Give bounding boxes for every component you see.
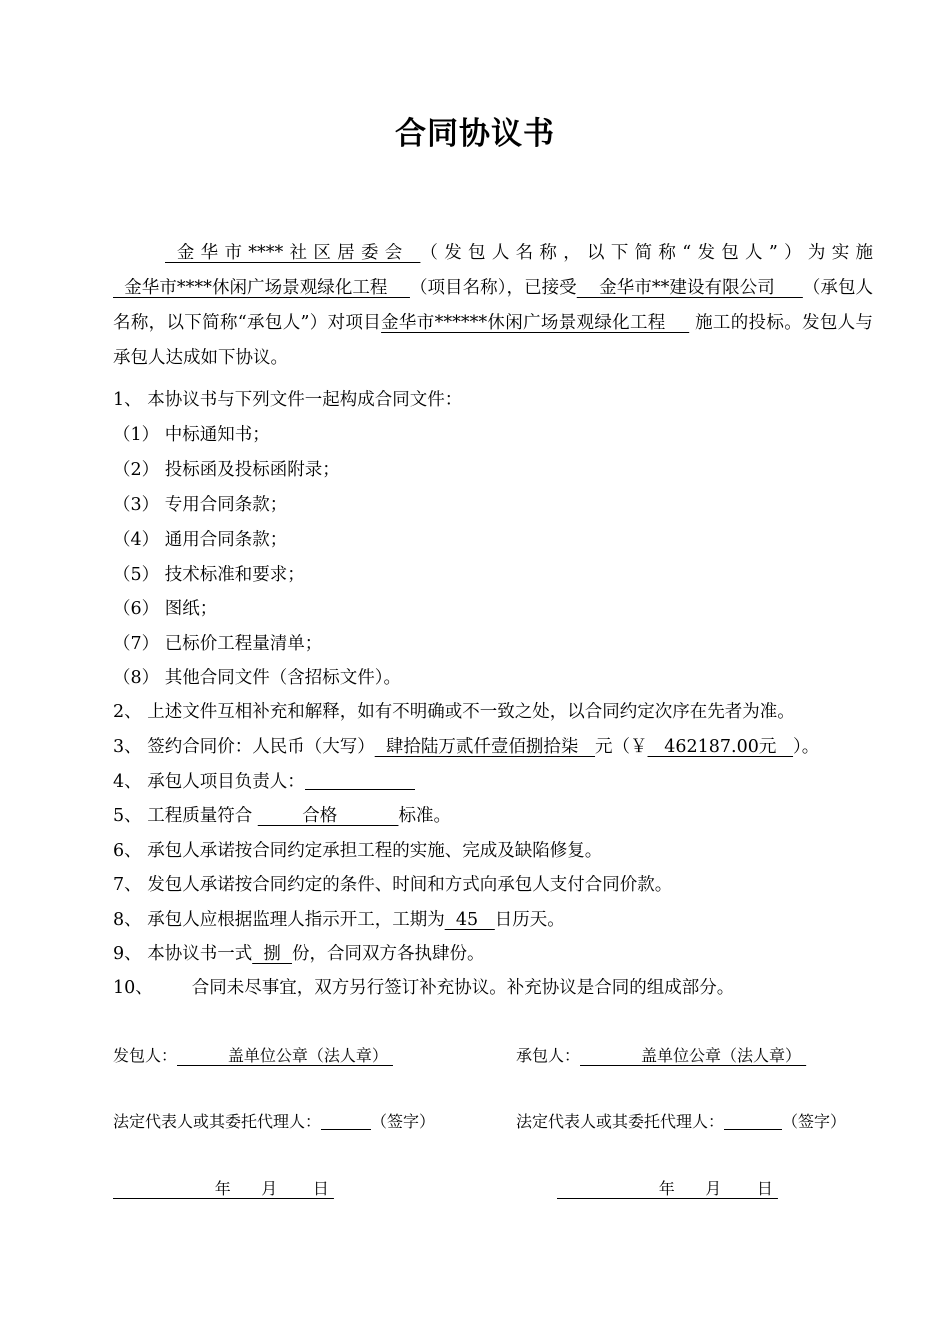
employer-signature [113,1043,393,1066]
clause-3-suffix: ）。 [793,737,820,757]
clause-5-prefix: 5、 工程质量符合 [113,806,258,826]
doc-item-4: （4） 通用合同条款； [113,530,288,550]
clause-6: 6、 承包人承诺按合同约定承担工程的实施、完成及缺陷修复。 [113,841,603,861]
clause-4-text: 4、 承包人项目负责人： [113,772,305,792]
doc-item-2: （2） 投标函及投标函附录； [113,460,340,480]
contractor-label: 承包人： [516,1046,581,1065]
project-manager-blank [305,771,415,790]
clause-9-prefix: 9、 本协议书一式 [113,944,253,964]
clause-1: 1、 本协议书与下列文件一起构成合同文件： [113,390,463,410]
employer-date [113,1176,334,1199]
clause-8 [113,906,565,931]
clause-5-suffix: 标准。 [398,806,451,826]
employer-seal: 盖单位公章（法人章） [177,1046,393,1065]
clause-2: 2、 上述文件互相补充和解释，如有不明确或不一致之处，以合同约定次序在先者为准。 [113,702,795,722]
clause-7: 7、 发包人承诺按合同约定的条件、时间和方式向承包人支付合同价款。 [113,875,673,895]
contractor-seal: 盖单位公章（法人章） [580,1046,807,1065]
intro-text-1: （发包人名称，以下简称“发包人”）为实施 [420,243,873,263]
contractor-signature [516,1043,806,1066]
project-name-a: 金华市****休闲广场景观绿化工程 [113,278,410,298]
doc-item-6: （6） 图纸； [113,599,218,619]
doc-item-5: （5） 技术标准和要求； [113,565,305,585]
clause-3 [113,733,819,758]
intro-text-2: （项目名称），已接受 [409,278,577,298]
employer-label: 发包人： [113,1046,178,1065]
clause-9 [113,940,484,965]
doc-item-3: （3） 专用合同条款； [113,495,288,515]
employer-sign-note: （签字） [371,1112,436,1131]
quality-standard: 合格 [257,806,399,826]
clause-4 [113,768,415,793]
contractor-rep-label: 法定代表人或其委托代理人： [516,1112,725,1131]
clause-10: 10、 合同未尽事宜，双方另行签订补充协议。补充协议是合同的组成部分。 [113,978,735,998]
clause-8-prefix: 8、 承包人应根据监理人指示开工，工期为 [113,910,445,930]
document-title: 合同协议书 [395,116,555,152]
doc-item-1: （1） 中标通知书； [113,425,270,445]
project-name-b: 金华市******休闲广场景观绿化工程 [381,313,690,333]
employer-rep [113,1109,435,1132]
clause-8-suffix: 日历天。 [494,910,565,930]
contractor-date-line: 年 月 日 [557,1179,778,1198]
employer-rep-label: 法定代表人或其委托代理人： [113,1112,322,1131]
duration-days: 45 [444,910,495,930]
clause-3-prefix: 3、 签约合同价：人民币（大写） [113,737,375,757]
employer-date-line: 年 月 日 [113,1179,334,1198]
contract-price-number: 462187.00元 [647,737,794,757]
copies-count: 捌 [252,944,292,964]
employer-name: 金华市****社区居委会 [165,243,421,263]
clause-5 [113,802,451,827]
contractor-sign-note: （签字） [782,1112,847,1131]
clause-9-suffix: 份，合同双方各执肆份。 [291,944,485,964]
intro-text-4: 施工的投标。发包人与承包人达成如下协议。 [113,313,873,368]
contract-price-words: 肆拾陆万贰仟壹佰捌拾柒 [374,737,596,757]
contractor-rep [516,1109,846,1132]
intro-paragraph [113,236,873,376]
contractor-rep-blank [724,1111,782,1130]
contractor-name: 金华市**建设有限公司 [576,278,803,298]
contractor-date [557,1176,778,1199]
employer-rep-blank [321,1111,371,1130]
doc-item-8: （8） 其他合同文件（含招标文件）。 [113,668,401,688]
clause-3-mid: 元（￥ [595,737,648,757]
intro-text-3: （承包人名称，以下简称“承包人”）对项目 [113,278,874,333]
doc-item-7: （7） 已标价工程量清单； [113,634,323,654]
